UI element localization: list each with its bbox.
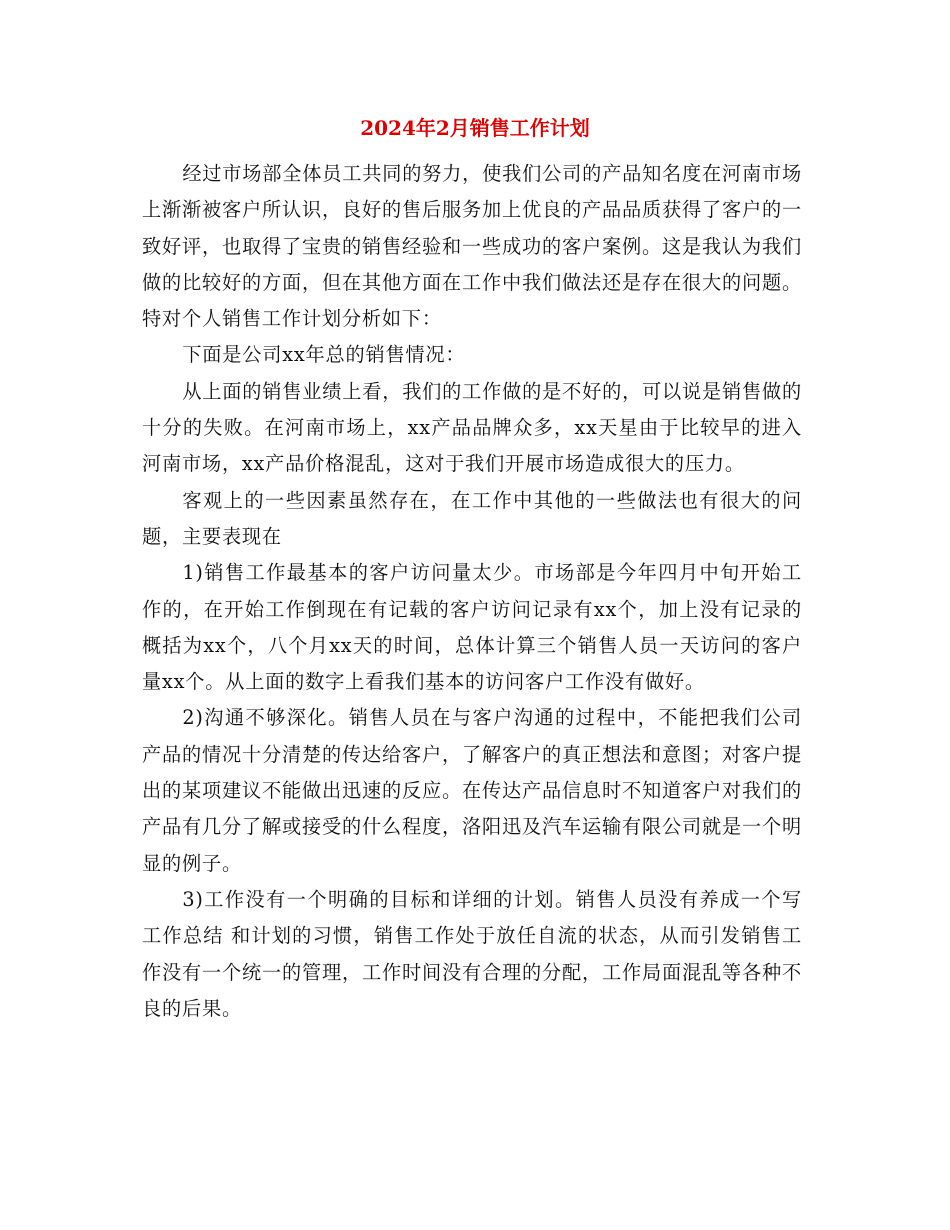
paragraph-sales-summary: 下面是公司xx年总的销售情况： [182, 343, 466, 367]
document-body [142, 156, 802, 1027]
paragraph-performance: 从上面的销售业绩上看，我们的工作做的是不好的，可以说是销售做的十分的失败。在河南市场上，xx产品品牌众多，xx天星由于比较早的进入河南市场，xx产品价格混乱，这对于我们开展市场造成很大的压力。 [142, 379, 802, 476]
paragraph-intro: 经过市场部全体员工共同的努力，使我们公司的产品知名度在河南市场上渐渐被客户所认识，良好的售后服务加上优良的产品品质获得了客户的一致好评，也取得了宝贵的销售经验和一些成功的客户案例。这是我认为我们做的比较好的方面，但在其他方面在工作中我们做法还是存在很大的问题。特对个人销售工作计划分析如下： [142, 162, 802, 331]
paragraph-item-1: 1)销售工作最基本的客户访问量太少。市场部是今年四月中旬开始工作的，在开始工作倒现在有记载的客户访问记录有xx个，加上没有记录的概括为xx个，八个月xx天的时间，总体计算三个销售人员一天访问的客户量xx个。从上面的数字上看我们基本的访问客户工作没有做好。 [142, 561, 802, 694]
paragraph-item-2: 2)沟通不够深化。销售人员在与客户沟通的过程中，不能把我们公司产品的情况十分清楚的传达给客户，了解客户的真正想法和意图；对客户提出的某项建议不能做出迅速的反应。在传达产品信息时不知道客户对我们的产品有几分了解或接受的什么程度，洛阳迅及汽车运输有限公司就是一个明显的例子。 [142, 706, 802, 875]
paragraph-problems-intro: 客观上的一些因素虽然存在，在工作中其他的一些做法也有很大的问题，主要表现在 [142, 488, 802, 548]
document-title: 2024年2月销售工作计划 [360, 116, 590, 140]
paragraph-item-3: 3)工作没有一个明确的目标和详细的计划。销售人员没有养成一个写 工作总结 和计划的习惯，销售工作处于放任自流的状态，从而引发销售工作没有一个统一的管理，工作时间没有合理的分配，工作局面混乱等各种不良的后果。 [142, 887, 802, 1020]
